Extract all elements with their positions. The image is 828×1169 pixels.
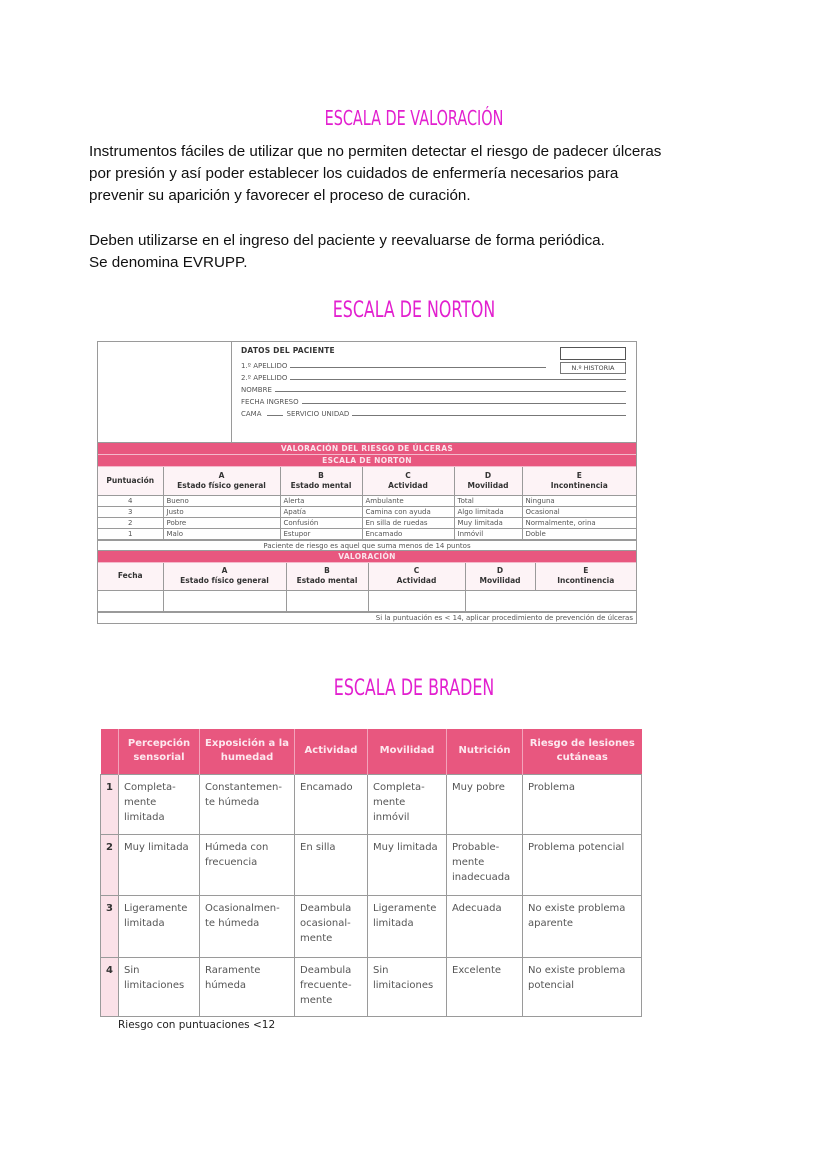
usage-paragraph bbox=[89, 230, 749, 274]
table-row: 3 Justo Apatía Camina con ayuda Algo limitada Ocasional bbox=[98, 506, 636, 517]
usage-line-1: Deben utilizarse en el ingreso del paciente y reevaluarse de forma periódica. bbox=[89, 232, 605, 249]
intro-line-3: prevenir su aparición y favorecer el proceso de curación. bbox=[89, 187, 471, 204]
entry-c[interactable] bbox=[368, 591, 465, 612]
patient-header: DATOS DEL PACIENTE bbox=[241, 346, 335, 355]
usage-line-2: Se denomina EVRUPP. bbox=[89, 254, 248, 271]
intro-line-1: Instrumentos fáciles de utilizar que no permiten detectar el riesgo de padecer úlceras bbox=[89, 143, 662, 160]
col-header-humedad: Exposición a la humedad bbox=[200, 729, 295, 774]
col-header-percepcion: Percepción sensorial bbox=[119, 729, 200, 774]
history-number-label: N.º HISTORIA bbox=[560, 362, 626, 374]
valoracion-table bbox=[98, 563, 636, 613]
patient-info bbox=[232, 342, 636, 442]
table-row: 3 Ligeramente limitada Ocasionalmen-te húmeda Deambula ocasional-mente Ligeramente limitada Adecuada No existe problema aparente bbox=[101, 895, 642, 957]
prevention-note: Si la puntuación es < 14, aplicar procedimiento de prevención de úlceras bbox=[98, 612, 636, 623]
patient-data-section bbox=[98, 342, 636, 443]
col-header-fecha: Fecha bbox=[98, 563, 163, 591]
col-header-b: B Estado mental bbox=[286, 563, 368, 591]
col-header-d: D Movilidad bbox=[454, 467, 522, 495]
table-row: 1 Malo Estupor Encamado Inmóvil Doble bbox=[98, 528, 636, 539]
intro-line-2: por presión y así poder establecer los cuidados de enfermería necesarios para bbox=[89, 165, 619, 182]
col-header-b: B Estado mental bbox=[280, 467, 362, 495]
title-escala-valoracion: ESCALA DE VALORACIÓN bbox=[324, 106, 504, 130]
col-header-c: C Actividad bbox=[368, 563, 465, 591]
band-risk-assessment: VALORACIÓN DEL RIESGO DE ÚLCERAS bbox=[98, 443, 636, 455]
entry-b[interactable] bbox=[286, 591, 368, 612]
title-escala-norton: ESCALA DE NORTON bbox=[332, 298, 496, 323]
braden-scale-table bbox=[100, 729, 642, 1017]
valoracion-entry-row bbox=[98, 591, 636, 612]
title-escala-braden: ESCALA DE BRADEN bbox=[333, 676, 495, 701]
norton-header-row bbox=[98, 467, 636, 495]
col-header-e: E Incontinencia bbox=[535, 563, 636, 591]
col-header-actividad: Actividad bbox=[295, 729, 368, 774]
blank-cell bbox=[98, 342, 232, 442]
intro-paragraph bbox=[89, 141, 749, 207]
braden-footnote: Riesgo con puntuaciones <12 bbox=[118, 1019, 276, 1031]
field-bed-service[interactable]: CAMA SERVICIO UNIDAD bbox=[241, 406, 626, 418]
col-header-a: A Estado físico general bbox=[163, 563, 286, 591]
field-admission-date[interactable]: FECHA INGRESO bbox=[241, 394, 626, 406]
col-header-nutricion: Nutrición bbox=[447, 729, 523, 774]
valoracion-header-row bbox=[98, 563, 636, 591]
norton-form bbox=[97, 341, 637, 624]
field-first-surname[interactable]: 1.º APELLIDO bbox=[241, 358, 546, 370]
history-number-field[interactable] bbox=[560, 347, 626, 360]
table-row: 4 Sin limitaciones Raramente húmeda Deambula frecuente-mente Sin limitaciones Excelente No existe problema potencial bbox=[101, 957, 642, 1016]
col-header-number bbox=[101, 729, 119, 774]
table-row: 2 Pobre Confusión En silla de ruedas Muy limitada Normalmente, orina bbox=[98, 517, 636, 528]
band-valoracion: VALORACIÓN bbox=[98, 551, 636, 563]
entry-fecha[interactable] bbox=[98, 591, 163, 612]
table-row: 4 Bueno Alerta Ambulante Total Ninguna bbox=[98, 495, 636, 506]
norton-scale-table bbox=[98, 467, 636, 540]
risk-note: Paciente de riesgo es aquel que suma menos de 14 puntos bbox=[98, 540, 636, 551]
field-name[interactable]: NOMBRE bbox=[241, 382, 626, 394]
col-header-c: C Actividad bbox=[362, 467, 454, 495]
field-second-surname[interactable]: 2.º APELLIDO bbox=[241, 370, 626, 382]
entry-d-e[interactable] bbox=[465, 591, 636, 612]
col-header-d: D Movilidad bbox=[465, 563, 535, 591]
col-header-e: E Incontinencia bbox=[522, 467, 636, 495]
band-norton-scale: ESCALA DE NORTON bbox=[98, 455, 636, 467]
col-header-puntuacion: Puntuación bbox=[98, 467, 163, 495]
table-row: 2 Muy limitada Húmeda con frecuencia En silla Muy limitada Probable-mente inadecuada Problema potencial bbox=[101, 834, 642, 895]
col-header-riesgo: Riesgo de lesiones cutáneas bbox=[523, 729, 642, 774]
col-header-a: A Estado físico general bbox=[163, 467, 280, 495]
braden-header-row bbox=[101, 729, 642, 774]
col-header-movilidad: Movilidad bbox=[368, 729, 447, 774]
table-row: 1 Completa-mente limitada Constantemen-te húmeda Encamado Completa-mente inmóvil Muy pobre Problema bbox=[101, 774, 642, 834]
entry-a[interactable] bbox=[163, 591, 286, 612]
